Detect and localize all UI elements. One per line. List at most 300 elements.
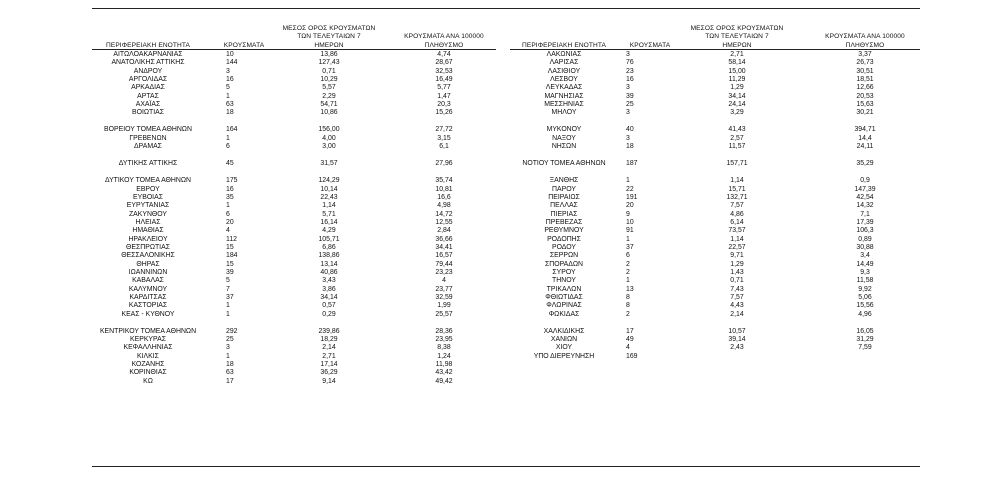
region-name: ΗΜΑΘΙΑΣ <box>132 227 164 235</box>
case-count: 76 <box>626 59 634 67</box>
seven-day-average: 34,14 <box>320 293 338 301</box>
case-count: 17 <box>626 327 634 335</box>
cases-per-100k: 16,6 <box>437 193 451 201</box>
seven-day-average: 11,57 <box>728 143 746 151</box>
row-spacer <box>92 151 496 160</box>
seven-day-average: 157,71 <box>726 160 748 168</box>
region-name: ΚΕΝΤΡΙΚΟΥ ΤΟΜΕΑ ΑΘΗΝΩΝ <box>99 327 197 335</box>
cases-per-100k: 17,39 <box>856 218 874 226</box>
table-row <box>92 135 496 143</box>
table-row <box>510 109 920 117</box>
case-count: 13 <box>626 285 634 293</box>
region-name: ΛΑΣΙΘΙΟΥ <box>547 67 581 75</box>
table-row <box>510 51 920 59</box>
region-name: ΦΩΚΙΔΑΣ <box>548 310 580 318</box>
seven-day-average: 7,57 <box>730 293 744 301</box>
seven-day-average: 22,43 <box>320 193 338 201</box>
cases-per-100k: 35,29 <box>856 160 874 168</box>
cases-per-100k: 23,23 <box>435 268 453 276</box>
region-name: ΕΥΒΟΙΑΣ <box>133 193 163 201</box>
cases-per-100k: 42,54 <box>856 193 874 201</box>
cases-per-100k: 23,77 <box>435 285 453 293</box>
cases-per-100k: 32,53 <box>435 67 453 75</box>
table-row <box>92 311 496 319</box>
case-count: 16 <box>226 75 234 83</box>
seven-day-average: 1,29 <box>730 84 744 92</box>
seven-day-average: 15,71 <box>728 185 746 193</box>
case-count: 1 <box>226 310 230 318</box>
table-row <box>510 328 920 336</box>
case-count: 169 <box>626 352 638 360</box>
table-row <box>510 194 920 202</box>
seven-day-average: 3,43 <box>322 277 336 285</box>
table-row <box>510 84 920 92</box>
seven-day-average: 3,86 <box>322 285 336 293</box>
case-count: 6 <box>226 210 230 218</box>
region-name: ΞΑΝΘΗΣ <box>549 177 579 185</box>
table-row <box>92 369 496 377</box>
cases-per-100k: 12,55 <box>435 218 453 226</box>
table-row <box>92 286 496 294</box>
seven-day-average: 13,14 <box>320 260 338 268</box>
table-row <box>92 361 496 369</box>
seven-day-average: 40,86 <box>320 268 338 276</box>
table-row <box>92 244 496 252</box>
case-count: 9 <box>626 210 630 218</box>
row-spacer <box>92 319 496 328</box>
table-row <box>510 244 920 252</box>
seven-day-average: 39,14 <box>728 336 746 344</box>
cases-per-100k: 147,39 <box>854 185 876 193</box>
region-name: ΝΑΞΟΥ <box>552 134 576 142</box>
cases-per-100k: 18,51 <box>856 75 874 83</box>
header-avg7: ΜΕΣΟΣ ΟΡΟΣ ΚΡΟΥΣΜΑΤΩΝ ΤΩΝ ΤΕΛΕΥΤΑΙΩΝ 7 ΗΜΕΡΩΝ <box>690 24 784 49</box>
case-count: 112 <box>226 235 237 243</box>
region-name: ΤΡΙΚΑΛΩΝ <box>546 285 582 293</box>
region-name: ΠΕΛΛΑΣ <box>550 202 578 210</box>
region-name: ΡΟΔΟΥ <box>551 243 576 251</box>
cases-per-100k: 30,51 <box>856 67 874 75</box>
row-spacer <box>92 169 496 178</box>
region-name: ΛΑΚΩΝΙΑΣ <box>546 51 582 58</box>
case-count: 1 <box>226 352 230 360</box>
seven-day-average: 3,29 <box>730 109 744 117</box>
seven-day-average: 1,14 <box>322 202 336 210</box>
cases-per-100k: 35,74 <box>435 177 453 185</box>
seven-day-average: 13,86 <box>320 51 338 58</box>
table-row <box>92 252 496 260</box>
cases-per-100k: 1,99 <box>437 302 451 310</box>
table-row <box>510 160 920 168</box>
table-row <box>510 344 920 352</box>
seven-day-average: 9,14 <box>322 377 336 385</box>
region-name: ΑΡΤΑΣ <box>137 92 159 100</box>
table-row <box>510 286 920 294</box>
case-count: 45 <box>226 160 234 168</box>
region-name: ΛΑΡΙΣΑΣ <box>549 59 579 67</box>
cases-per-100k: 32,59 <box>435 293 453 301</box>
table-row <box>510 59 920 67</box>
region-name: ΔΥΤΙΚΗΣ ΑΤΤΙΚΗΣ <box>118 160 178 168</box>
seven-day-average: 156,00 <box>318 126 340 134</box>
header-cases: ΚΡΟΥΣΜΑΤΑ <box>223 41 265 49</box>
seven-day-average: 1,29 <box>730 260 744 268</box>
cases-per-100k: 16,49 <box>435 75 453 83</box>
region-name: ΑΝΑΤΟΛΙΚΗΣ ΑΤΤΙΚΗΣ <box>111 59 185 67</box>
region-name: ΠΙΕΡΙΑΣ <box>550 210 578 218</box>
region-name: ΧΑΛΚΙΔΙΚΗΣ <box>543 327 585 335</box>
cases-per-100k: 3,4 <box>860 252 870 260</box>
case-count: 63 <box>226 369 234 377</box>
cases-per-100k: 9,3 <box>860 268 870 276</box>
case-count: 187 <box>626 160 638 168</box>
table-row <box>510 236 920 244</box>
seven-day-average: 4,86 <box>730 210 744 218</box>
case-count: 3 <box>626 109 630 117</box>
region-name: ΡΕΘΥΜΝΟΥ <box>544 227 584 235</box>
seven-day-average: 5,71 <box>322 210 336 218</box>
case-count: 1 <box>226 202 230 210</box>
seven-day-average: 2,14 <box>730 310 744 318</box>
cases-per-100k: 12,66 <box>856 84 874 92</box>
region-name: ΠΡΕΒΕΖΑΣ <box>545 218 583 226</box>
case-count: 4 <box>626 344 630 352</box>
case-count: 91 <box>626 227 634 235</box>
region-name: ΑΙΤΩΛΟΑΚΑΡΝΑΝΙΑΣ <box>113 51 183 58</box>
case-count: 10 <box>226 51 234 58</box>
row-spacer <box>92 118 496 127</box>
bottom-rule <box>92 466 920 467</box>
table-row <box>510 143 920 151</box>
table-row <box>92 227 496 235</box>
header-per100k: ΚΡΟΥΣΜΑΤΑ ΑΝΑ 100000 ΠΛΗΘΥΣΜΟ <box>825 33 905 49</box>
cases-per-100k: 0,9 <box>860 177 870 185</box>
case-count: 292 <box>226 327 238 335</box>
region-name: ΖΑΚΥΝΘΟΥ <box>128 210 168 218</box>
table-row <box>92 177 496 185</box>
case-count: 1 <box>626 177 630 185</box>
region-name: ΚΑΒΑΛΑΣ <box>132 277 164 285</box>
table-row <box>510 261 920 269</box>
cases-per-100k: 43,42 <box>435 369 453 377</box>
left-header-rule <box>92 49 496 50</box>
cases-per-100k: 14,72 <box>435 210 453 218</box>
cases-per-100k: 26,73 <box>856 59 874 67</box>
case-count: 23 <box>626 67 634 75</box>
seven-day-average: 6,14 <box>730 218 744 226</box>
region-name: ΚΟΖΑΝΗΣ <box>131 361 165 369</box>
cases-per-100k: 14,4 <box>858 134 872 142</box>
table-row <box>92 269 496 277</box>
seven-day-average: 41,43 <box>728 126 746 134</box>
cases-per-100k: 11,58 <box>856 277 874 285</box>
table-row <box>92 328 496 336</box>
cases-per-100k: 27,72 <box>435 126 453 134</box>
cases-per-100k: 15,63 <box>856 100 874 108</box>
cases-per-100k: 49,42 <box>435 377 453 385</box>
case-count: 63 <box>226 100 234 108</box>
region-name: ΣΕΡΡΩΝ <box>549 252 579 260</box>
seven-day-average: 2,43 <box>730 344 744 352</box>
region-name: ΗΛΕΙΑΣ <box>135 218 161 226</box>
region-name: ΜΑΓΝΗΣΙΑΣ <box>544 92 584 100</box>
seven-day-average: 10,14 <box>320 185 338 193</box>
table-row <box>510 126 920 134</box>
region-name: ΘΕΣΣΑΛΟΝΙΚΗΣ <box>121 252 175 260</box>
table-row <box>92 211 496 219</box>
region-name: ΘΕΣΠΡΩΤΙΑΣ <box>126 243 170 251</box>
cases-per-100k: 11,98 <box>435 361 453 369</box>
region-name: ΕΥΡΥΤΑΝΙΑΣ <box>126 202 170 210</box>
table-row <box>92 59 496 67</box>
region-name: ΤΗΝΟΥ <box>552 277 576 285</box>
cases-per-100k: 15,26 <box>435 109 453 117</box>
header-cases: ΚΡΟΥΣΜΑΤΑ <box>629 41 671 49</box>
region-name: ΜΥΚΟΝΟΥ <box>546 126 582 134</box>
seven-day-average: 132,71 <box>726 193 748 201</box>
cases-per-100k: 24,11 <box>856 143 874 151</box>
table-row <box>510 269 920 277</box>
cases-per-100k: 27,96 <box>435 160 453 168</box>
case-count: 16 <box>626 75 634 83</box>
seven-day-average: 73,57 <box>728 227 746 235</box>
cases-per-100k: 14,49 <box>856 260 874 268</box>
case-count: 1 <box>626 277 630 285</box>
seven-day-average: 34,14 <box>728 92 746 100</box>
table-row <box>510 202 920 210</box>
table-row <box>510 101 920 109</box>
case-count: 3 <box>626 134 630 142</box>
cases-per-100k: 14,32 <box>856 202 874 210</box>
region-name: ΦΛΩΡΙΝΑΣ <box>546 302 582 310</box>
right-header-rule <box>510 49 920 50</box>
region-name: ΚΑΣΤΟΡΙΑΣ <box>128 302 168 310</box>
seven-day-average: 4,00 <box>322 134 336 142</box>
cases-per-100k: 23,95 <box>435 336 453 344</box>
table-row <box>92 344 496 352</box>
region-name: ΚΕΡΚΥΡΑΣ <box>130 336 166 344</box>
seven-day-average: 0,29 <box>322 310 336 318</box>
seven-day-average: 11,29 <box>728 75 746 83</box>
table-row <box>92 261 496 269</box>
cases-per-100k: 20,53 <box>856 92 874 100</box>
cases-per-100k: 15,56 <box>856 302 874 310</box>
case-count: 144 <box>226 59 238 67</box>
case-count: 2 <box>626 268 630 276</box>
table-row <box>510 219 920 227</box>
seven-day-average: 2,71 <box>730 51 744 58</box>
header-region: ΠΕΡΙΦΕΡΕΙΑΚΗ ΕΝΟΤΗΤΑ <box>521 41 607 49</box>
seven-day-average: 5,57 <box>322 84 336 92</box>
table-row <box>92 277 496 285</box>
region-name: ΠΑΡΟΥ <box>552 185 576 193</box>
table-row <box>510 186 920 194</box>
cases-per-100k: 30,21 <box>856 109 874 117</box>
cases-per-100k: 31,29 <box>856 336 874 344</box>
cases-per-100k: 8,38 <box>437 344 451 352</box>
case-count: 16 <box>226 185 234 193</box>
left-table-header <box>92 16 496 50</box>
table-row <box>92 160 496 168</box>
case-count: 1 <box>226 92 230 100</box>
case-count: 191 <box>626 193 638 201</box>
region-name: ΚΑΡΔΙΤΣΑΣ <box>129 293 167 301</box>
right-table-body <box>510 51 920 361</box>
region-name: ΥΠΟ ΔΙΕΡΕΥΝΗΣΗ <box>533 352 595 360</box>
region-name: ΚΕΑΣ - ΚΥΘΝΟΥ <box>121 310 175 318</box>
seven-day-average: 10,86 <box>320 109 338 117</box>
case-count: 17 <box>226 377 234 385</box>
table-row <box>510 311 920 319</box>
case-count: 15 <box>226 243 234 251</box>
seven-day-average: 54,71 <box>320 100 338 108</box>
table-row <box>92 194 496 202</box>
table-row <box>92 186 496 194</box>
case-count: 18 <box>226 109 234 117</box>
region-name: ΛΕΥΚΑΔΑΣ <box>545 84 583 92</box>
table-row <box>510 177 920 185</box>
row-spacer <box>510 118 920 127</box>
cases-per-100k: 36,66 <box>435 235 453 243</box>
cases-per-100k: 4 <box>442 277 446 285</box>
table-row <box>510 135 920 143</box>
cases-per-100k: 0,89 <box>858 235 872 243</box>
region-name: ΕΒΡΟΥ <box>136 185 160 193</box>
region-name: ΑΡΚΑΔΙΑΣ <box>131 84 165 92</box>
region-name: ΠΕΙΡΑΙΩΣ <box>548 193 580 201</box>
cases-per-100k: 20,3 <box>437 100 451 108</box>
right-table-header <box>510 16 920 50</box>
table-row <box>92 202 496 210</box>
region-name: ΚΩ <box>143 377 153 385</box>
seven-day-average: 16,14 <box>320 218 338 226</box>
seven-day-average: 10,57 <box>728 327 746 335</box>
table-row <box>92 51 496 59</box>
region-name: ΚΙΛΚΙΣ <box>137 352 159 360</box>
seven-day-average: 2,29 <box>322 92 336 100</box>
seven-day-average: 22,57 <box>728 243 746 251</box>
cases-per-100k: 394,71 <box>854 126 876 134</box>
seven-day-average: 2,71 <box>322 352 336 360</box>
case-count: 37 <box>226 293 234 301</box>
seven-day-average: 58,14 <box>728 59 746 67</box>
seven-day-average: 105,71 <box>318 235 340 243</box>
case-count: 6 <box>226 143 230 151</box>
cases-per-100k: 34,41 <box>435 243 453 251</box>
cases-per-100k: 5,77 <box>437 84 451 92</box>
case-count: 5 <box>226 84 230 92</box>
cases-per-100k: 106,3 <box>856 227 874 235</box>
header-per100k: ΚΡΟΥΣΜΑΤΑ ΑΝΑ 100000 ΠΛΗΘΥΣΜΟ <box>404 33 484 49</box>
case-count: 39 <box>226 268 234 276</box>
table-row <box>92 294 496 302</box>
seven-day-average: 7,43 <box>730 285 744 293</box>
region-name: ΑΧΑΪΑΣ <box>135 100 161 108</box>
table-row <box>510 93 920 101</box>
case-count: 1 <box>226 302 230 310</box>
table-row <box>510 252 920 260</box>
region-name: ΔΥΤΙΚΟΥ ΤΟΜΕΑ ΑΘΗΝΩΝ <box>104 177 191 185</box>
header-avg7: ΜΕΣΟΣ ΟΡΟΣ ΚΡΟΥΣΜΑΤΩΝ ΤΩΝ ΤΕΛΕΥΤΑΙΩΝ 7 ΗΜΕΡΩΝ <box>282 24 376 49</box>
case-count: 49 <box>626 336 634 344</box>
seven-day-average: 18,29 <box>320 336 338 344</box>
seven-day-average: 1,14 <box>730 177 744 185</box>
seven-day-average: 17,14 <box>320 361 338 369</box>
cases-per-100k: 4,74 <box>437 51 451 58</box>
table-row <box>92 68 496 76</box>
table-row <box>510 68 920 76</box>
table-row <box>92 93 496 101</box>
header-region: ΠΕΡΙΦΕΡΕΙΑΚΗ ΕΝΟΤΗΤΑ <box>105 41 191 49</box>
seven-day-average: 1,14 <box>730 235 744 243</box>
table-row <box>92 101 496 109</box>
cases-per-100k: 4,98 <box>437 202 451 210</box>
cases-per-100k: 2,84 <box>437 227 451 235</box>
case-count: 15 <box>226 260 234 268</box>
case-count: 5 <box>226 277 230 285</box>
cases-per-100k: 7,59 <box>858 344 872 352</box>
case-count: 175 <box>226 177 238 185</box>
case-count: 8 <box>626 293 630 301</box>
cases-per-100k: 9,92 <box>858 285 872 293</box>
region-name: ΧΙΟΥ <box>555 344 573 352</box>
case-count: 3 <box>626 84 630 92</box>
cases-per-100k: 28,36 <box>435 327 453 335</box>
case-count: 37 <box>626 243 634 251</box>
region-name: ΑΝΔΡΟΥ <box>133 67 163 75</box>
case-count: 3 <box>626 51 630 58</box>
region-name: ΙΩΑΝΝΙΝΩΝ <box>128 268 168 276</box>
region-name: ΒΟΙΩΤΙΑΣ <box>131 109 164 117</box>
region-name: ΘΗΡΑΣ <box>136 260 160 268</box>
cases-per-100k: 25,57 <box>435 310 453 318</box>
region-name: ΣΥΡΟΥ <box>552 268 576 276</box>
table-row <box>510 277 920 285</box>
region-name: ΔΡΑΜΑΣ <box>134 143 162 151</box>
row-spacer <box>510 151 920 160</box>
table-row <box>92 84 496 92</box>
region-name: ΚΕΦΑΛΛΗΝΙΑΣ <box>123 344 173 352</box>
seven-day-average: 138,86 <box>318 252 340 260</box>
table-row <box>510 227 920 235</box>
table-row <box>92 76 496 84</box>
case-count: 1 <box>626 235 630 243</box>
table-row <box>92 353 496 361</box>
case-count: 6 <box>626 252 630 260</box>
cases-per-100k: 3,15 <box>437 134 451 142</box>
case-count: 40 <box>626 126 634 134</box>
cases-per-100k: 28,67 <box>435 59 453 67</box>
table-row <box>510 211 920 219</box>
right-table <box>510 16 920 361</box>
seven-day-average: 0,71 <box>322 67 336 75</box>
seven-day-average: 239,86 <box>318 327 340 335</box>
case-count: 39 <box>626 92 634 100</box>
case-count: 18 <box>626 143 634 151</box>
seven-day-average: 7,57 <box>730 202 744 210</box>
cases-per-100k: 3,37 <box>858 51 872 58</box>
seven-day-average: 15,00 <box>728 67 746 75</box>
seven-day-average: 124,29 <box>318 177 340 185</box>
case-count: 3 <box>226 67 230 75</box>
seven-day-average: 31,57 <box>320 160 338 168</box>
table-row <box>92 109 496 117</box>
region-name: ΚΟΡΙΝΘΙΑΣ <box>129 369 167 377</box>
table-row <box>510 353 920 361</box>
cases-per-100k: 1,24 <box>437 352 451 360</box>
case-count: 164 <box>226 126 238 134</box>
region-name: ΗΡΑΚΛΕΙΟΥ <box>128 235 168 243</box>
